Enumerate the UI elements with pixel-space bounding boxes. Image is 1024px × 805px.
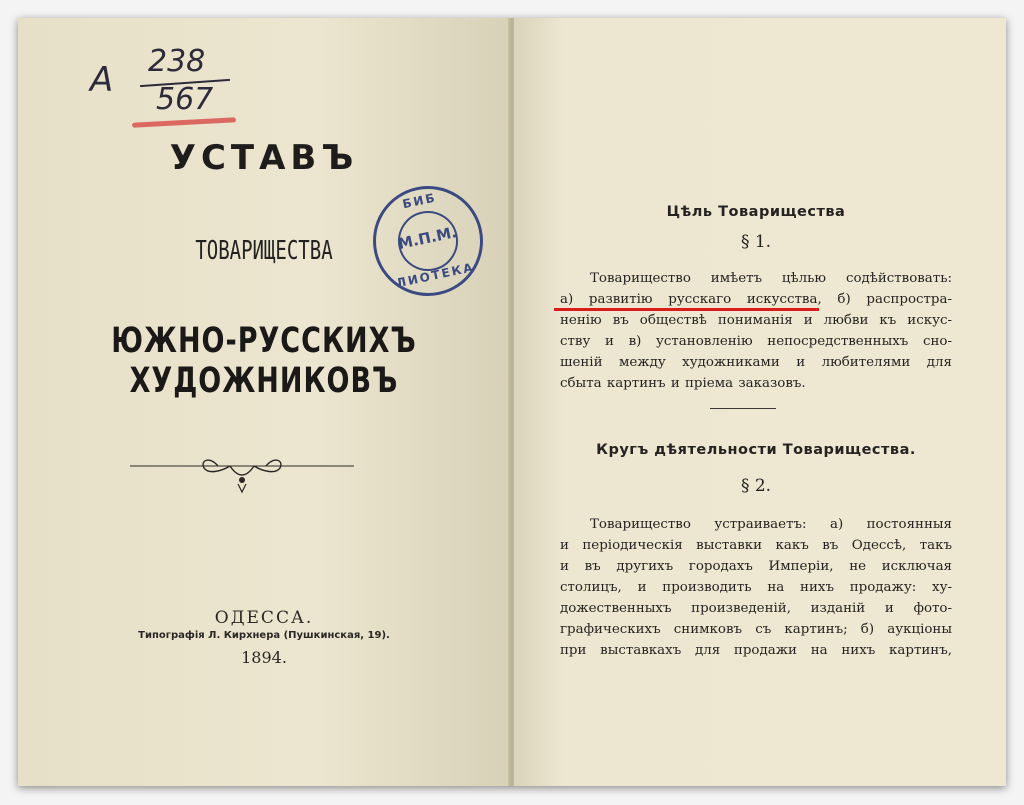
paragraph-2-line: графическихъ снимковъ съ картинъ; б) аукціоны: [560, 622, 952, 637]
heading-goal: Цѣль Товарищества: [666, 204, 846, 220]
paragraph-1-line: шеній между художниками и любителями для: [560, 355, 952, 370]
paragraph-1-line-rest: , б) распростра-: [817, 292, 952, 307]
title: УСТАВЪ: [169, 138, 359, 178]
stamp-ring-bottom: ЛИОТЕКА: [394, 260, 476, 291]
section-divider: [710, 408, 776, 409]
paragraph-2-line: Товарищество устраиваетъ: а) постоянныя: [590, 517, 952, 532]
call-number-numerator: 238: [148, 44, 206, 79]
book-spread: [18, 18, 1006, 786]
paragraph-1-line: сбыта картинъ и пріема заказовъ.: [560, 376, 806, 391]
paragraph-1-line: ненію въ обществѣ пониманія и любви къ искус-: [560, 313, 952, 328]
highlighted-phrase: а) развитію русскаго искусства: [560, 292, 818, 307]
left-page: [18, 18, 510, 786]
paragraph-1-line-highlighted: [560, 289, 952, 310]
paragraph-2-line: дожественныхъ произведеній, изданій и фото-: [560, 601, 952, 616]
subtitle: ТОВАРИЩЕСТВА: [195, 236, 333, 266]
heading-scope: Кругъ дѣятельности Товарищества.: [596, 442, 916, 458]
call-number-prefix: А: [90, 60, 114, 100]
stamp-ring-top: БИБ: [401, 190, 438, 212]
stamp-center-text: М.П.М.: [396, 223, 459, 254]
section-1: § 1.: [740, 232, 772, 252]
call-number-denominator: 567: [156, 82, 214, 117]
library-stamp: [363, 176, 493, 306]
right-page: [514, 18, 1006, 786]
year: 1894.: [241, 648, 287, 667]
printer-line: Типографія Л. Кирхнера (Пушкинская, 19).: [138, 630, 390, 641]
paragraph-1: [560, 268, 952, 394]
paragraph-2-line: и въ другихъ городахъ Имперіи, не исключая: [560, 559, 952, 574]
paragraph-1-line: ству и в) установленію непосредственныхъ сно-: [560, 334, 952, 349]
section-2: § 2.: [740, 476, 772, 496]
paragraph-2-line: столицъ, и производить на нихъ продажу: ху-: [560, 580, 952, 595]
main-title: ЮЖНО-РУССКИХЪ ХУДОЖНИКОВЪ: [111, 320, 417, 402]
call-number-handwritten: [90, 42, 250, 117]
city: ОДЕССА.: [214, 608, 314, 628]
paragraph-2: [560, 514, 952, 661]
red-underline-mark: [132, 117, 236, 127]
paragraph-2-line: и періодическія выставки какъ въ Одессѣ, такъ: [560, 538, 952, 553]
paragraph-1-line: Товарищество имѣетъ цѣлью содѣйствовать:: [590, 271, 952, 286]
ornament-divider: [130, 454, 354, 494]
paragraph-2-line: при выставкахъ для продажи на нихъ картинъ,: [560, 643, 952, 658]
